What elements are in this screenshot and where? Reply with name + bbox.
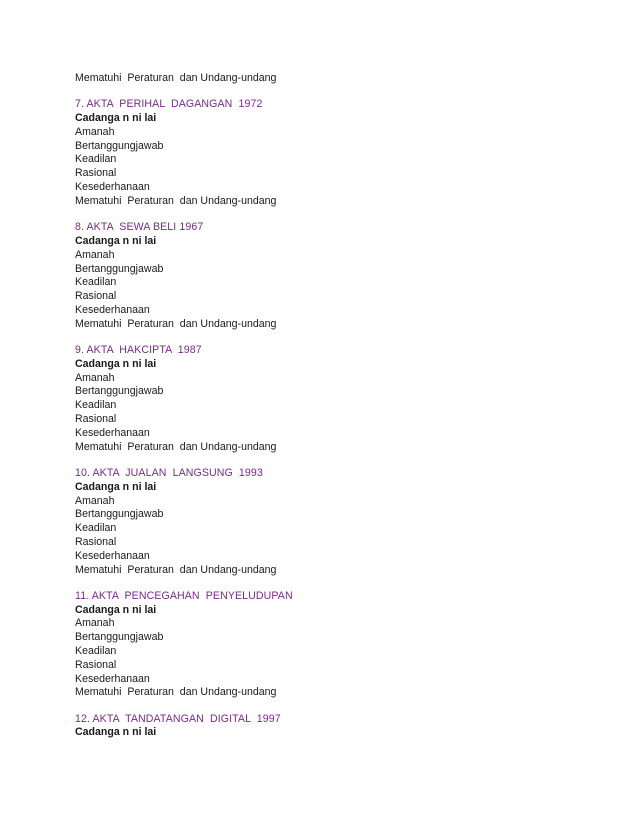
values-label: Cadanga n ni lai: [75, 234, 157, 247]
value-item: Keadilan: [75, 399, 117, 412]
act-heading: 12. AKTA TANDATANGAN DIGITAL 1997: [75, 712, 281, 725]
value-item: Amanah: [75, 371, 115, 384]
value-item: Kesederhanaan: [75, 672, 150, 685]
act-heading: 10. AKTA JUALAN LANGSUNG 1993: [75, 466, 263, 479]
value-item: Keadilan: [75, 644, 117, 657]
act-section: [75, 98, 575, 208]
value-item: Bertanggungjawab: [75, 508, 164, 521]
value-item: Kesederhanaan: [75, 426, 150, 439]
value-item: Mematuhi Peraturan dan Undang-undang: [75, 563, 277, 576]
value-item: Bertanggungjawab: [75, 139, 164, 152]
act-heading: 11. AKTA PENCEGAHAN PENYELUDUPAN: [75, 589, 293, 602]
act-heading: 7. AKTA PERIHAL DAGANGAN 1972: [75, 98, 263, 111]
values-label: Cadanga n ni lai: [75, 357, 157, 370]
value-item: Amanah: [75, 617, 115, 630]
value-item: Rasional: [75, 167, 117, 180]
value-item: Keadilan: [75, 276, 117, 289]
values-label: Cadanga n ni lai: [75, 112, 157, 125]
spacer: [75, 332, 575, 345]
spacer: [75, 700, 575, 713]
value-item: Amanah: [75, 125, 115, 138]
spacer: [75, 209, 575, 222]
document-page: [75, 72, 575, 740]
act-heading: 8. AKTA SEWA BELI 1967: [75, 221, 204, 234]
act-section: [75, 221, 575, 331]
value-item: Bertanggungjawab: [75, 631, 164, 644]
value-item: Bertanggungjawab: [75, 262, 164, 275]
value-item: Kesederhanaan: [75, 181, 150, 194]
value-item: Keadilan: [75, 522, 117, 535]
values-label: Cadanga n ni lai: [75, 726, 157, 739]
spacer: [75, 454, 575, 467]
value-item: Kesederhanaan: [75, 303, 150, 316]
value-item: Mematuhi Peraturan dan Undang-undang: [75, 440, 277, 453]
act-section: [75, 713, 575, 741]
act-section: [75, 590, 575, 700]
value-item: Mematuhi Peraturan dan Undang-undang: [75, 686, 277, 699]
value-item: Amanah: [75, 494, 115, 507]
value-item: Kesederhanaan: [75, 549, 150, 562]
value-item: Rasional: [75, 413, 117, 426]
values-label: Cadanga n ni lai: [75, 480, 157, 493]
values-label: Cadanga n ni lai: [75, 603, 157, 616]
value-item: Keadilan: [75, 153, 117, 166]
value-item: Rasional: [75, 535, 117, 548]
spacer: [75, 86, 575, 99]
value-item: Mematuhi Peraturan dan Undang-undang: [75, 317, 277, 330]
intro-line: Mematuhi Peraturan dan Undang-undang: [75, 72, 277, 84]
spacer: [75, 577, 575, 590]
value-item: Amanah: [75, 248, 115, 261]
act-section: [75, 344, 575, 454]
value-item: Rasional: [75, 658, 117, 671]
value-item: Mematuhi Peraturan dan Undang-undang: [75, 194, 277, 207]
value-item: Bertanggungjawab: [75, 385, 164, 398]
act-section: [75, 467, 575, 577]
value-item: Rasional: [75, 290, 117, 303]
act-heading: 9. AKTA HAKCIPTA 1987: [75, 344, 202, 357]
